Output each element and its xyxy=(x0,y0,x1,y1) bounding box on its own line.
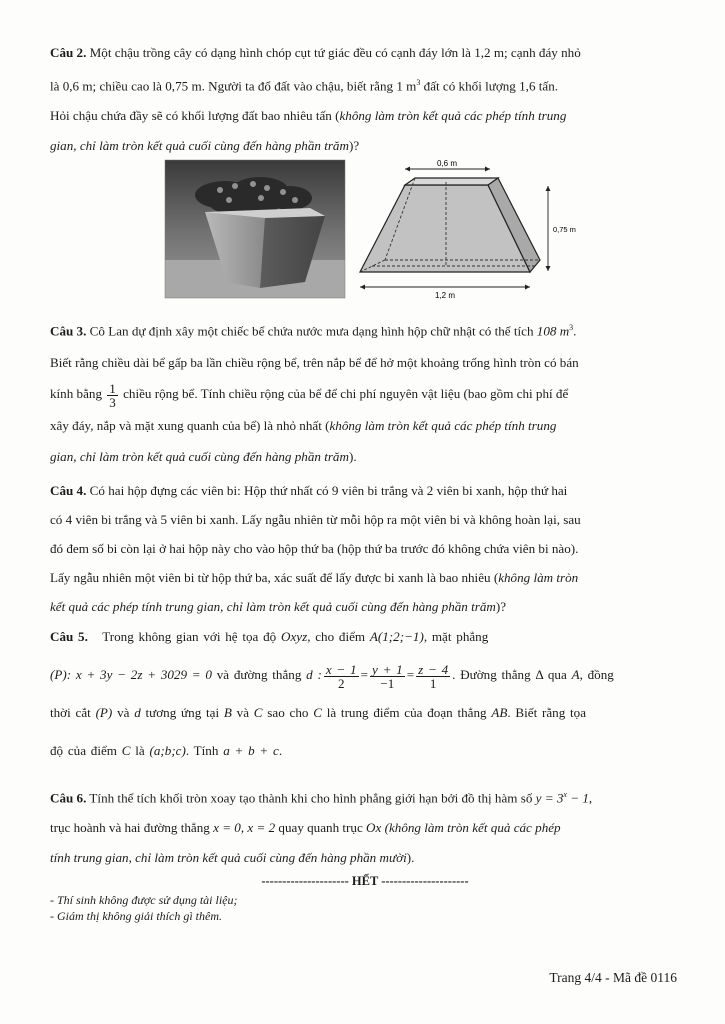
note-no-explanation: - Giám thị không giải thích gì thêm. xyxy=(50,909,222,923)
question-5-label: Câu 5. xyxy=(50,629,88,644)
question-3: Câu 3. Cô Lan dự định xây một chiếc bể chứa nước mưa dạng hình hộp chữ nhật có thể tích 108 $m^3$. Biết rằng chiều dài bể gấp ba lần chiều rộng bể, trên nắp bể để hở một khoảng trống hình tròn có bán kính bằng $\frac{1}{3}$ chiều rộng bể. Tính chiều rộng của bể để chi phí nguyên vật liệu (bao gồm chi phí để xây đáy, nắp và mặt xung quanh của bể) là nhỏ nhất (không làm tròn kết quả các phép tính trung gian, chỉ làm tròn kết quả cuối cùng đến hàng phần trăm). xyxy=(50,323,579,465)
dim-top-label: 0,6 m xyxy=(436,159,458,168)
question-4: Câu 4. Có hai hộp đựng các viên bi: Hộp thứ nhất có 9 viên bi trắng và 2 viên bi xanh, hộp thứ hai có 4 viên bi trắng và 5 viên bi xanh. Lấy ngẫu nhiên từ mỗi hộp ra một viên bi và không hoàn lại, sau đó đem số bi còn lại ở hai hộp này cho vào hộp thứ ba (hộp thứ ba trước đó không chứa viên bi nào). Lấy ngẫu nhiên một viên bi từ hộp thứ ba, xác suất để lấy được bi xanh là bao nhiêu (không làm tròn kết quả các phép tính trung gian, chỉ làm tròn kết quả cuối cùng đến hàng phần trăm)? xyxy=(50,483,581,614)
page-footer: Trang 4/4 - Mã đề 0116 xyxy=(549,970,677,985)
planter-photo xyxy=(165,160,345,298)
frustum-diagram xyxy=(350,159,576,304)
note-no-materials: - Thí sinh không được sử dụng tài liệu; xyxy=(50,893,238,907)
question-2: Câu 2. Một chậu trồng cây có dạng hình chóp cụt tứ giác đều có cạnh đáy lớn là 1,2 m; cạnh đáy nhỏ là 0,6 m; chiều cao là 0,75 m. Người ta đổ đất vào chậu, biết rằng 1 $m^3$ đất có khối lượng 1,6 tấn. Hỏi chậu chứa đầy sẽ có khối lượng đất bao nhiêu tấn (không làm tròn kết quả các phép tính trung gian, chỉ làm tròn kết quả cuối cùng đến hàng phần trăm)? xyxy=(50,45,581,154)
end-marker: --------------------- HẾT --------------------- xyxy=(261,874,469,888)
dim-bottom-label: 1,2 m xyxy=(434,291,456,300)
dim-height-label: 0,75 m xyxy=(553,225,576,234)
question-2-label: Câu 2. xyxy=(50,45,87,60)
question-4-label: Câu 4. xyxy=(50,483,87,498)
question-6-label: Câu 6. xyxy=(50,790,87,806)
question-5: Câu 5. Trong không gian với hệ tọa độ Oxyz, cho điểm A(1;2;−1), mặt phẳng (P): x + 3y − 2z + 3029 = 0 và đường thẳng d : $\frac{x - 1}{2}$ = $\frac{y + 1}{-1}$ = $\frac{z - 4}{1}$ . Đường thẳng Δ qua A, đồng thời cắt (P) và d tương ứng tại B và C sao cho C là trung điểm của đoạn thẳng AB. Biết rằng tọa độ của điểm C là (a;b;c). Tính a + b + c. xyxy=(50,629,614,758)
fraction-one-third: $\frac{1}{3}$ xyxy=(109,380,116,410)
question-3-label: Câu 3. xyxy=(50,323,87,339)
question-6: Câu 6. Tính thể tích khối tròn xoay tạo thành khi cho hình phẳng giới hạn bởi đồ thị hàm số $y = 3^x - 1$, trục hoành và hai đường thẳng x = 0, x = 2 quay quanh trục Ox (không làm tròn kết quả các phép tính trung gian, chỉ làm tròn kết quả cuối cùng đến hàng phần mười). xyxy=(50,790,593,866)
